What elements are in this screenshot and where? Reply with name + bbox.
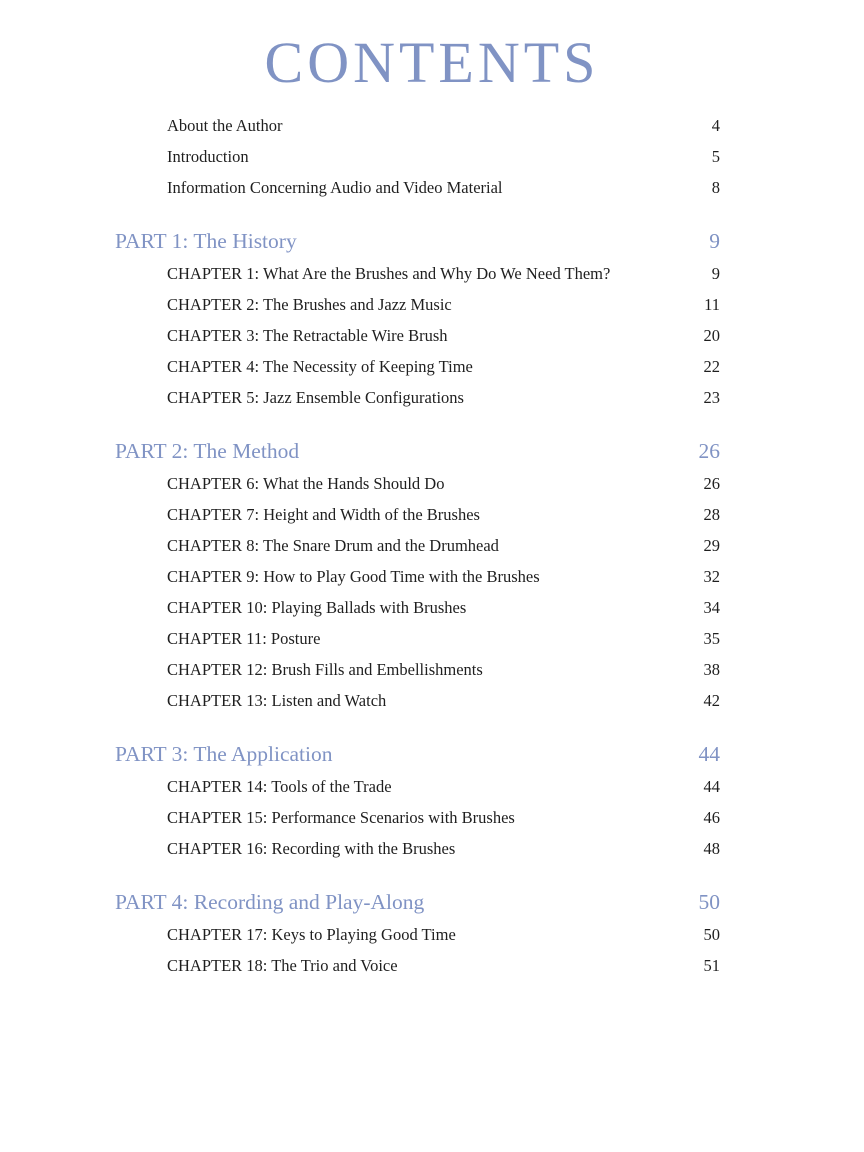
chapter-row [115, 468, 720, 499]
toc-entry-page-number: 50 [703, 925, 720, 944]
part-section [115, 225, 720, 413]
toc-entry-page-number: 28 [703, 505, 720, 524]
chapter-list [115, 771, 720, 864]
parts [115, 225, 720, 981]
chapter-list [115, 919, 720, 981]
chapter-row [115, 592, 720, 623]
part-heading-page-number: 44 [698, 742, 720, 766]
toc-entry-page-number: 34 [703, 598, 720, 617]
part-section [115, 886, 720, 981]
part-heading [115, 435, 720, 467]
toc-entry-label: CHAPTER 1: What Are the Brushes and Why Do We Need Them? [167, 264, 611, 283]
toc-entry-page-number: 26 [703, 474, 720, 493]
page-title: CONTENTS [264, 30, 600, 95]
toc-entry-page-number: 48 [703, 839, 720, 858]
part-heading-label: PART 1: The History [115, 229, 297, 253]
chapter-row [115, 833, 720, 864]
part-section [115, 435, 720, 716]
toc-entry-page-number: 38 [703, 660, 720, 679]
part-heading [115, 225, 720, 257]
chapter-row [115, 771, 720, 802]
toc-entry-label: CHAPTER 5: Jazz Ensemble Configurations [167, 388, 464, 407]
toc-row [115, 110, 720, 141]
toc-entry-page-number: 8 [711, 178, 720, 197]
toc-entry-label: Introduction [167, 147, 249, 166]
toc-entry-label: CHAPTER 13: Listen and Watch [167, 691, 387, 710]
front-matter-list [115, 110, 720, 203]
part-section [115, 738, 720, 864]
toc-entry-label: About the Author [167, 116, 283, 135]
chapter-row [115, 530, 720, 561]
toc-entry-page-number: 5 [711, 147, 720, 166]
toc-entry-label: CHAPTER 15: Performance Scenarios with Brushes [167, 808, 515, 827]
toc-row [115, 141, 720, 172]
chapter-row [115, 382, 720, 413]
chapter-row [115, 802, 720, 833]
table-of-contents [115, 110, 720, 981]
part-heading-label: PART 3: The Application [115, 742, 333, 766]
chapter-row [115, 623, 720, 654]
toc-entry-page-number: 32 [703, 567, 720, 586]
part-heading-page-number: 26 [698, 439, 720, 463]
toc-row [115, 172, 720, 203]
toc-entry-page-number: 20 [703, 326, 720, 345]
chapter-row [115, 289, 720, 320]
chapter-row [115, 950, 720, 981]
part-heading-label: PART 2: The Method [115, 439, 300, 463]
chapter-row [115, 499, 720, 530]
toc-entry-label: CHAPTER 8: The Snare Drum and the Drumhead [167, 536, 499, 555]
toc-entry-page-number: 44 [703, 777, 720, 796]
chapter-list [115, 258, 720, 413]
toc-entry-label: CHAPTER 16: Recording with the Brushes [167, 839, 456, 858]
chapter-row [115, 320, 720, 351]
part-heading [115, 738, 720, 770]
toc-entry-label: CHAPTER 10: Playing Ballads with Brushes [167, 598, 467, 617]
toc-entry-page-number: 11 [704, 295, 720, 314]
chapter-list [115, 468, 720, 716]
toc-entry-page-number: 46 [703, 808, 720, 827]
toc-entry-label: CHAPTER 14: Tools of the Trade [167, 777, 392, 796]
part-heading-page-number: 50 [698, 890, 720, 914]
toc-entry-page-number: 51 [703, 956, 720, 975]
chapter-row [115, 654, 720, 685]
toc-entry-label: CHAPTER 9: How to Play Good Time with the Brushes [167, 567, 540, 586]
toc-entry-label: CHAPTER 3: The Retractable Wire Brush [167, 326, 448, 345]
part-heading-page-number: 9 [709, 229, 720, 253]
chapter-row [115, 919, 720, 950]
toc-entry-label: CHAPTER 11: Posture [167, 629, 321, 648]
toc-entry-page-number: 22 [703, 357, 720, 376]
toc-entry-label: CHAPTER 18: The Trio and Voice [167, 956, 398, 975]
toc-entry-page-number: 35 [703, 629, 720, 648]
chapter-row [115, 258, 720, 289]
toc-entry-label: CHAPTER 6: What the Hands Should Do [167, 474, 445, 493]
toc-entry-label: CHAPTER 7: Height and Width of the Brushes [167, 505, 480, 524]
toc-entry-label: CHAPTER 17: Keys to Playing Good Time [167, 925, 456, 944]
toc-entry-label: CHAPTER 4: The Necessity of Keeping Time [167, 357, 473, 376]
part-heading [115, 886, 720, 918]
chapter-row [115, 561, 720, 592]
toc-entry-label: CHAPTER 12: Brush Fills and Embellishments [167, 660, 483, 679]
chapter-row [115, 351, 720, 382]
part-heading-label: PART 4: Recording and Play-Along [115, 890, 425, 914]
toc-entry-label: Information Concerning Audio and Video Material [167, 178, 503, 197]
toc-entry-page-number: 23 [703, 388, 720, 407]
toc-entry-page-number: 4 [711, 116, 720, 135]
toc-entry-page-number: 29 [703, 536, 720, 555]
toc-entry-page-number: 42 [703, 691, 720, 710]
toc-entry-page-number: 9 [711, 264, 720, 283]
toc-entry-label: CHAPTER 2: The Brushes and Jazz Music [167, 295, 452, 314]
chapter-row [115, 685, 720, 716]
